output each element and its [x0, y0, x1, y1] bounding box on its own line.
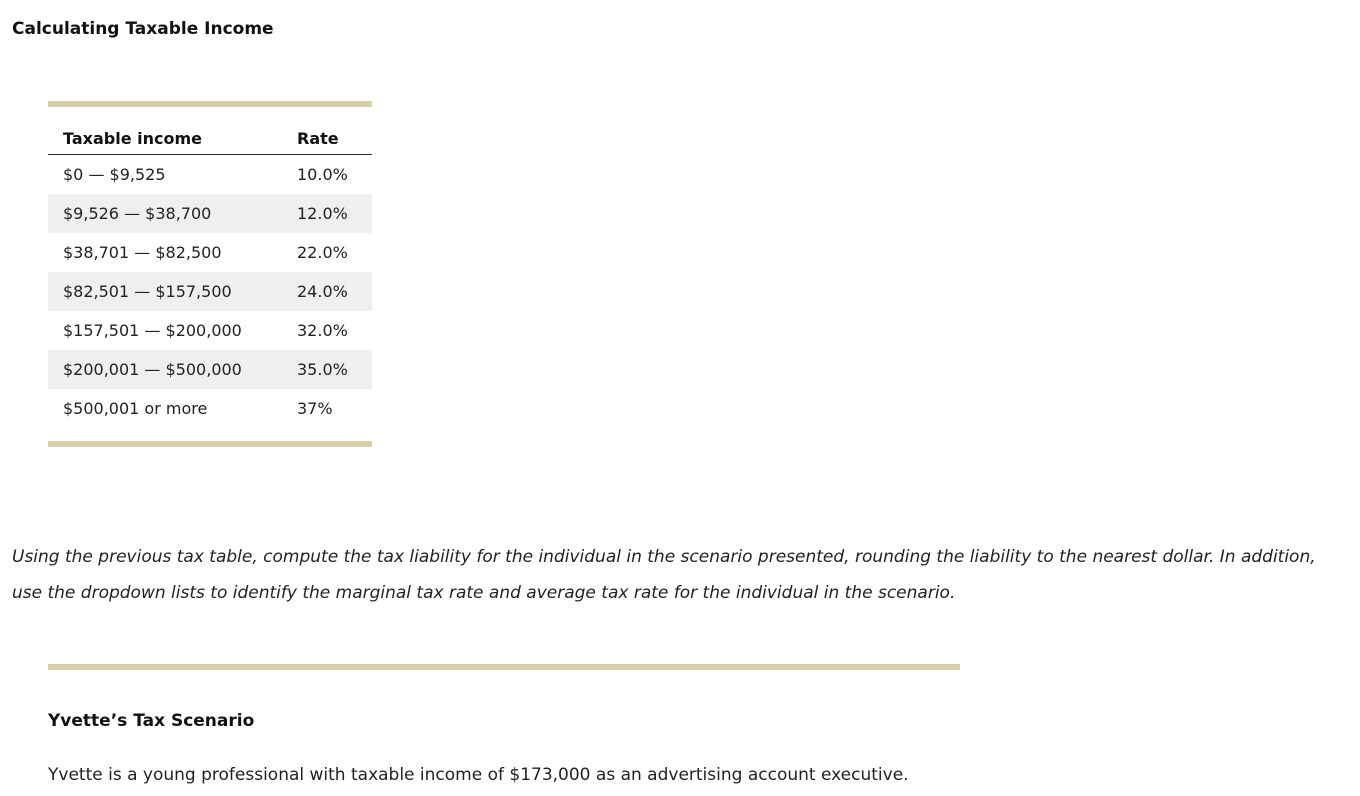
income-bracket-cell: $157,501 — $200,000: [63, 321, 242, 340]
tax-table-container: [48, 101, 372, 447]
income-bracket-cell: $0 — $9,525: [63, 165, 166, 184]
income-bracket-cell: $500,001 or more: [63, 399, 208, 418]
header-taxable-income: Taxable income: [48, 123, 297, 155]
table-row: [48, 350, 372, 389]
income-bracket-cell: $38,701 — $82,500: [63, 243, 222, 262]
scenario-section: [48, 664, 960, 785]
table-row: [48, 194, 372, 233]
table-row: [48, 389, 372, 428]
header-rate: Rate: [297, 123, 372, 155]
rate-cell: 10.0%: [297, 165, 348, 184]
page-title: Calculating Taxable Income: [12, 19, 274, 39]
rate-cell: 32.0%: [297, 321, 348, 340]
income-bracket-cell: $82,501 — $157,500: [48, 272, 297, 311]
income-bracket-cell: $200,001 — $500,000: [48, 350, 297, 389]
rate-cell: 22.0%: [297, 243, 348, 262]
table-row: [48, 311, 372, 350]
tax-table: [48, 123, 372, 428]
rate-cell: 35.0%: [297, 350, 372, 389]
scenario-title: Yvette’s Tax Scenario: [48, 711, 255, 731]
table-row: [48, 272, 372, 311]
rate-cell: 24.0%: [297, 272, 372, 311]
tax-table-header-row: [48, 123, 372, 155]
scenario-description: Yvette is a young professional with taxable income of $173,000 as an advertising account executive.: [48, 765, 909, 785]
table-row: [48, 233, 372, 272]
rate-cell: 37%: [297, 399, 333, 418]
income-bracket-cell: $9,526 — $38,700: [48, 194, 297, 233]
instructions-text: Using the previous tax table, compute the tax liability for the individual in the scenario presented, rounding the liability to the nearest dollar. In addition, use the dropdown lists to identify the marginal tax rate and average tax rate for the individual in the scenario.: [12, 547, 1316, 603]
rate-cell: 12.0%: [297, 194, 372, 233]
table-row: [48, 155, 372, 195]
